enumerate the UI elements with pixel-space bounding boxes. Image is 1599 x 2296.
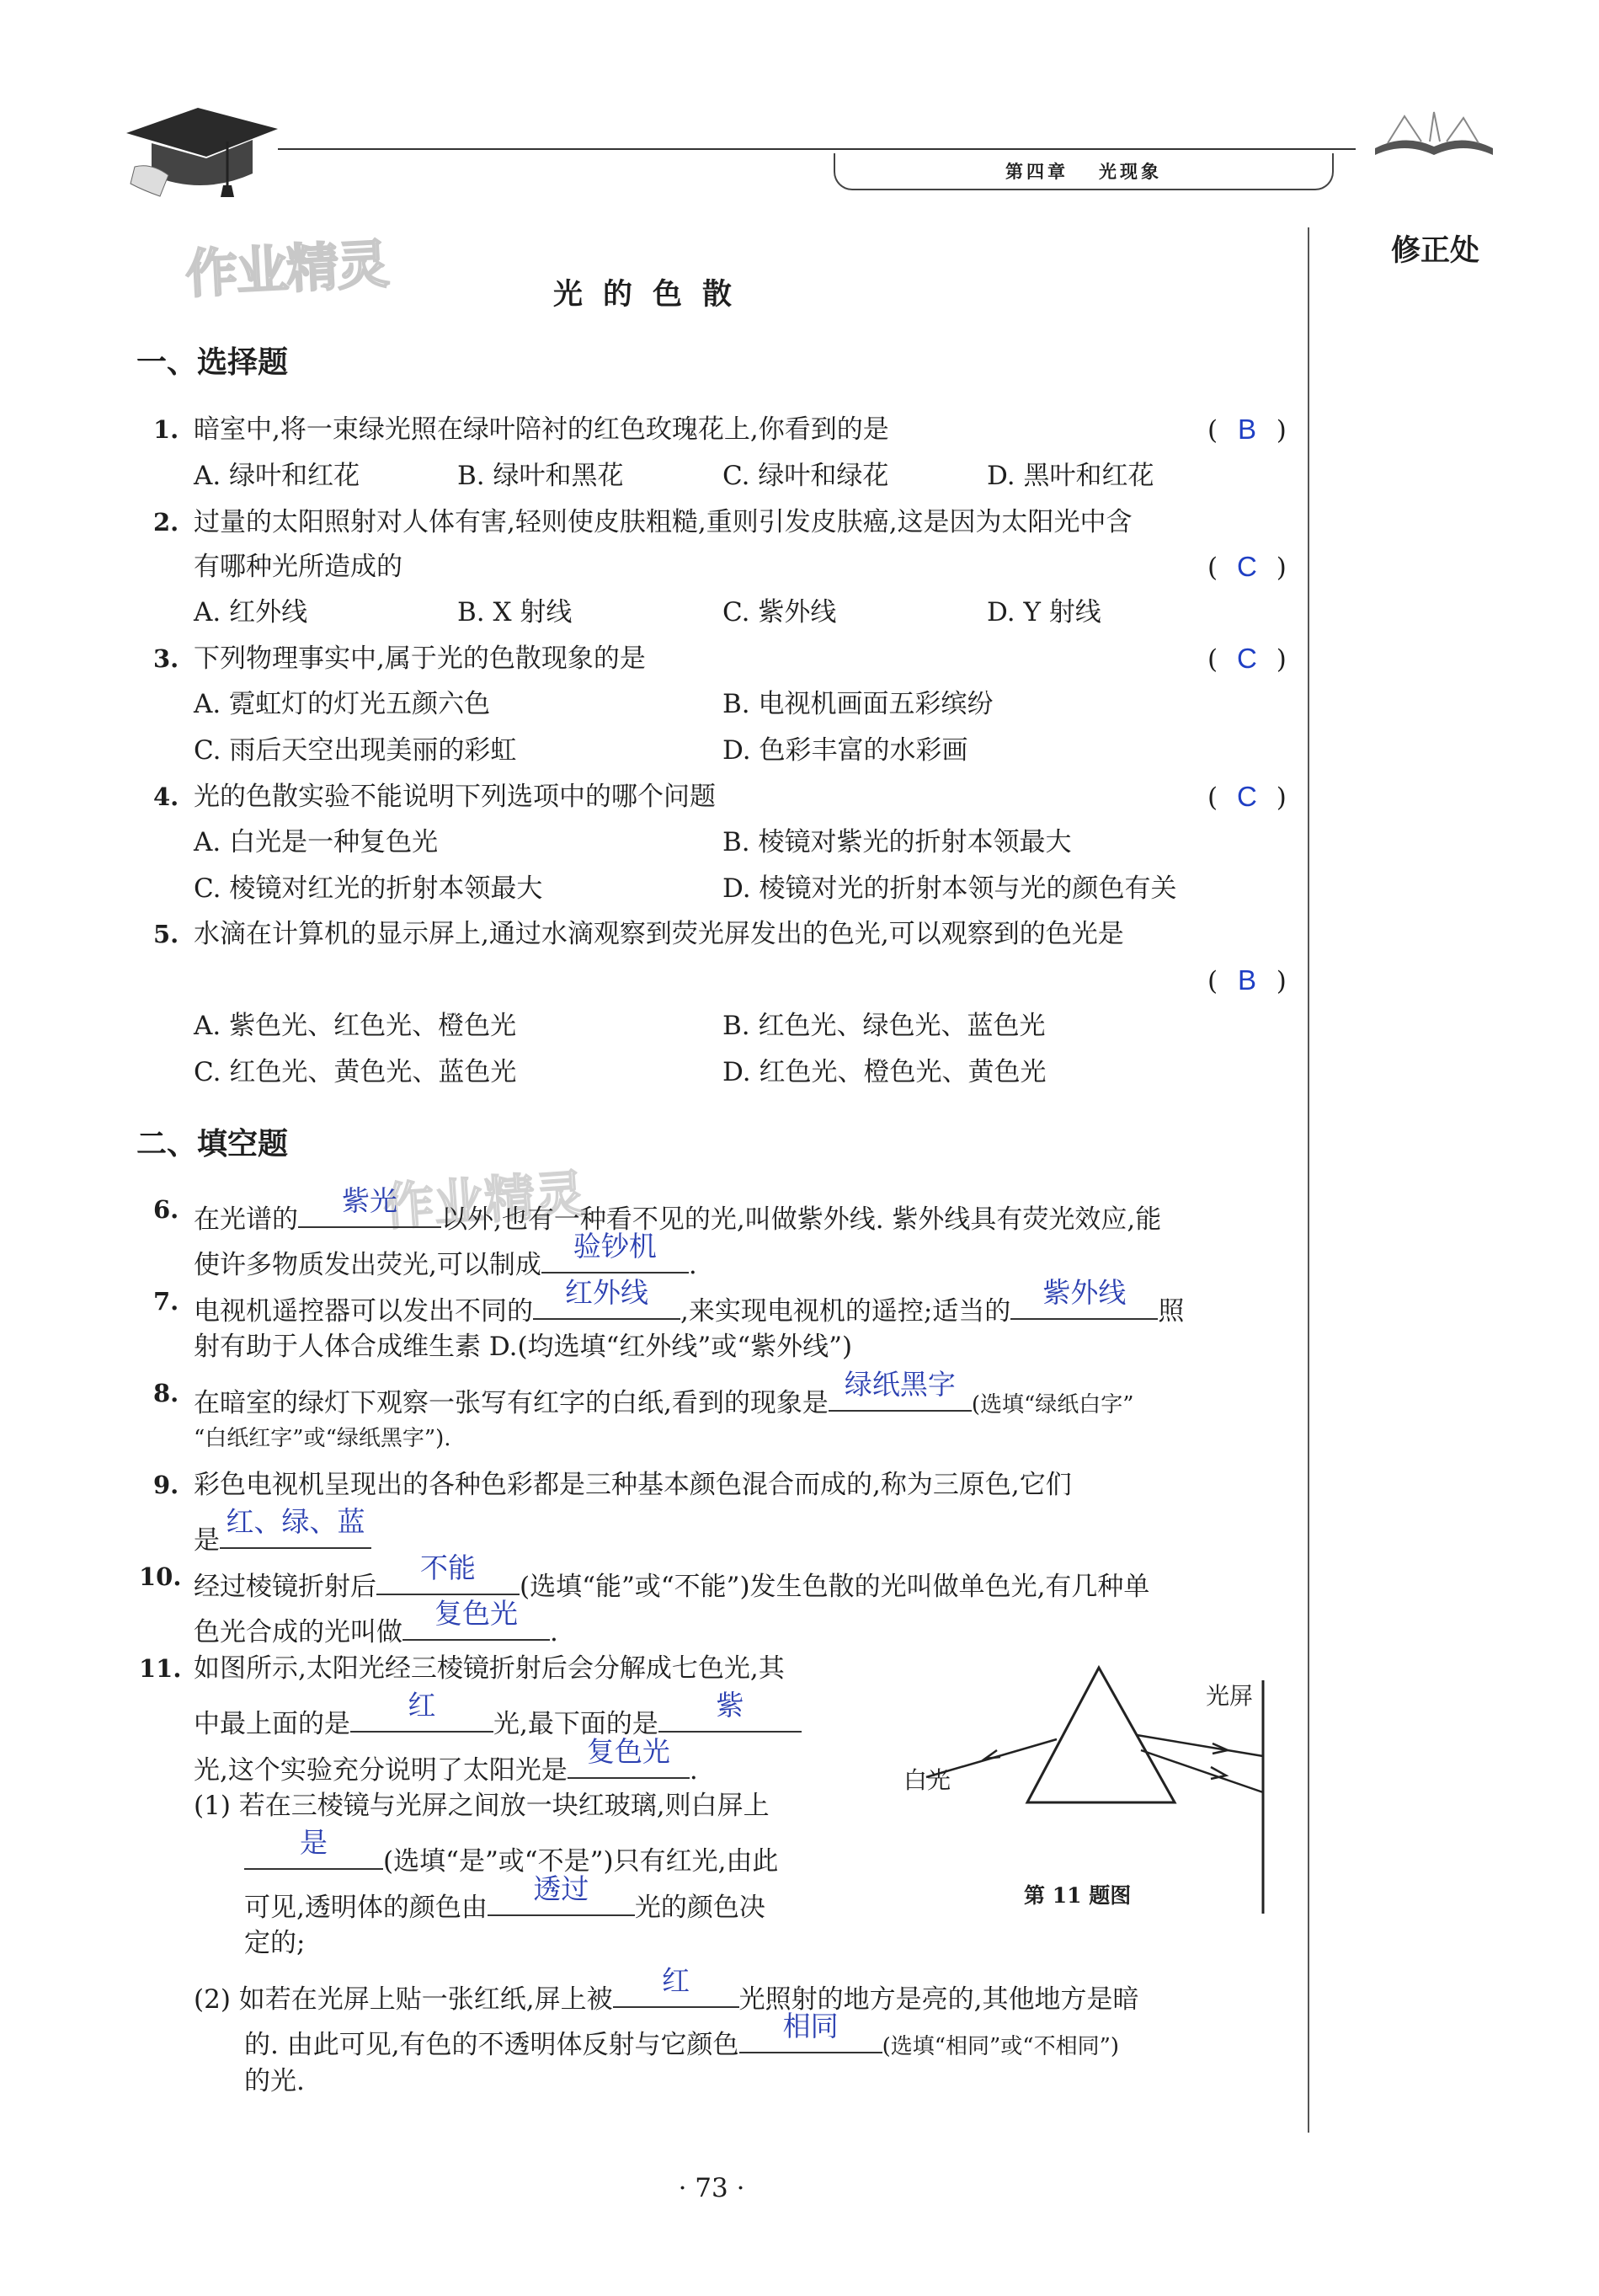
- answer-bracket: ( C ): [1207, 551, 1287, 583]
- page-number: · 73 ·: [678, 2173, 745, 2203]
- question-number: 9.: [153, 1471, 179, 1499]
- option: D. Y 射线: [987, 597, 1101, 627]
- answer-bracket: ( B ): [1207, 964, 1287, 996]
- handwritten-answer: 透过: [533, 1872, 589, 1905]
- answer-blank: [402, 1597, 550, 1641]
- option: A. 霓虹灯的灯光五颜六色: [194, 689, 491, 719]
- margin-note: 修正处: [1391, 233, 1480, 268]
- option: C. 红色光、黄色光、蓝色光: [194, 1057, 517, 1087]
- question-number: 7.: [153, 1287, 179, 1316]
- fill-line: [194, 1551, 1150, 1604]
- answer-blank: [1010, 1276, 1158, 1320]
- answer-blank: [568, 1735, 690, 1779]
- option: B. X 射线: [457, 597, 573, 627]
- watermark: 作业精灵: [184, 232, 390, 306]
- option: D. 棱镜对光的折射本领与光的颜色有关: [722, 873, 1177, 904]
- fill-line: [194, 1368, 1134, 1422]
- page-title: 光的色散: [552, 277, 752, 312]
- fill-text: 射有助于人体合成维生素 D.(均选填“红外线”或“紫外线”): [194, 1332, 853, 1362]
- fill-text: .: [688, 1250, 697, 1280]
- question-number: 11.: [139, 1654, 182, 1683]
- handwritten-answer: 红、绿、蓝: [226, 1505, 365, 1538]
- fill-text: 是: [194, 1525, 220, 1556]
- fill-text: 光,最下面的是: [493, 1709, 658, 1739]
- fill-text: 在光谱的: [194, 1204, 298, 1235]
- option: D. 黑叶和红花: [987, 461, 1154, 491]
- fill-text: “白纸红字”或“绿纸黑字”).: [194, 1426, 451, 1451]
- option: B. 电视机画面五彩缤纷: [722, 689, 994, 719]
- chapter-number: 第四章: [1005, 161, 1069, 182]
- question-number: 8.: [153, 1379, 179, 1407]
- fill-line: [194, 1735, 698, 1787]
- figure-caption: 第 11 题图: [1024, 1883, 1132, 1908]
- question-stem: 水滴在计算机的显示屏上,通过水滴观察到荧光屏发出的色光,可以观察到的色光是: [194, 919, 1124, 949]
- graduation-cap-icon: [118, 91, 286, 200]
- answer-blank: [613, 1964, 739, 2008]
- answer-blank: [541, 1230, 689, 1273]
- fill-line: [194, 1276, 1185, 1328]
- option: D. 色彩丰富的水彩画: [722, 735, 968, 766]
- answer-blank: [488, 1872, 635, 1916]
- option: B. 红色光、绿色光、蓝色光: [722, 1011, 1046, 1041]
- fill-text: 彩色电视机呈现出的各种色彩都是三种基本颜色混合而成的,称为三原色,它们: [194, 1470, 1072, 1500]
- answer-blank: [244, 1826, 383, 1870]
- open-book-icon: [1371, 108, 1497, 158]
- question-number: 3.: [153, 644, 179, 673]
- answer-blank: [739, 2010, 882, 2053]
- question-number: 2.: [153, 508, 179, 537]
- fill-line: [244, 2010, 1120, 2064]
- fill-text: 定的;: [244, 1928, 306, 1958]
- fill-text: 在暗室的绿灯下观察一张写有红字的白纸,看到的现象是: [194, 1388, 829, 1418]
- answer-blank: [533, 1276, 680, 1320]
- fill-line: [194, 1689, 802, 1741]
- handwritten-answer: 紫光: [342, 1184, 397, 1217]
- white-light-label: 白光: [903, 1766, 951, 1794]
- fill-text: 光的颜色决: [634, 1893, 765, 1923]
- handwritten-answer: 相同: [782, 2010, 839, 2042]
- header-rule: [278, 148, 1356, 150]
- fill-text: 照: [1158, 1296, 1185, 1327]
- answer-bracket: ( C ): [1207, 643, 1287, 675]
- question-number: 5.: [153, 920, 179, 948]
- fill-text: 的光.: [244, 2066, 305, 2096]
- option: A. 红外线: [194, 597, 308, 627]
- fill-text: 可见,透明体的颜色由: [244, 1893, 488, 1923]
- fill-text: 使许多物质发出荧光,可以制成: [194, 1250, 541, 1280]
- fill-line: [194, 1505, 371, 1557]
- fill-text: ,来实现电视机的遥控;适当的: [680, 1296, 1011, 1327]
- fill-text: 电视机遥控器可以发出不同的: [194, 1296, 533, 1327]
- section-fill-heading: 二、填空题: [136, 1127, 289, 1161]
- handwritten-answer: 不能: [420, 1551, 476, 1584]
- chapter-tab: [834, 153, 1334, 190]
- question-number: 4.: [153, 782, 179, 811]
- option: A. 绿叶和红花: [194, 461, 360, 491]
- answer-blank: [658, 1689, 802, 1733]
- question-stem: 下列物理事实中,属于光的色散现象的是: [194, 643, 646, 674]
- answer-blank: [298, 1184, 441, 1228]
- question-number: 10.: [139, 1562, 182, 1591]
- question-stem: 暗室中,将一束绿光照在绿叶陪衬的红色玫瑰花上,你看到的是: [194, 414, 889, 445]
- answer-blank: [376, 1551, 520, 1595]
- fill-line: [194, 1597, 558, 1649]
- answer-bracket: ( B ): [1207, 414, 1287, 446]
- answer-letter: B: [1237, 964, 1256, 996]
- handwritten-answer: 是: [300, 1826, 328, 1859]
- screen-label: 光屏: [1206, 1682, 1254, 1710]
- fill-text: (选填“相同”或“不相同”): [882, 2034, 1120, 2059]
- handwritten-answer: 验钞机: [573, 1230, 657, 1263]
- question-stem: 光的色散实验不能说明下列选项中的哪个问题: [194, 782, 716, 812]
- handwritten-answer: 红: [662, 1964, 690, 1997]
- answer-blank: [350, 1689, 493, 1733]
- option: B. 棱镜对紫光的折射本领最大: [722, 827, 1072, 857]
- answer-letter: C: [1237, 781, 1257, 812]
- option: D. 红色光、橙色光、黄色光: [722, 1057, 1047, 1087]
- option: C. 雨后天空出现美丽的彩虹: [194, 735, 517, 766]
- fill-text: .: [689, 1755, 698, 1786]
- fill-text: 如图所示,太阳光经三棱镜折射后会分解成七色光,其: [194, 1653, 785, 1684]
- answer-letter: C: [1237, 551, 1257, 582]
- fill-text: (2) 如若在光屏上贴一张红纸,屏上被: [194, 1984, 613, 2015]
- question-stem-cont: 有哪种光所造成的: [194, 552, 402, 582]
- fill-text: 光,这个实验充分说明了太阳光是: [194, 1755, 568, 1786]
- fill-text: .: [550, 1617, 558, 1647]
- answer-letter: B: [1237, 414, 1256, 445]
- handwritten-answer: 复色光: [586, 1735, 670, 1768]
- fill-text: (1) 若在三棱镜与光屏之间放一块红玻璃,则白屏上: [194, 1791, 770, 1821]
- fill-text: 光照射的地方是亮的,其他地方是暗: [738, 1984, 1139, 2015]
- question-number: 1.: [153, 415, 179, 444]
- fill-text: (选填“绿纸白字”: [971, 1392, 1134, 1418]
- fill-text: 经过棱镜折射后: [194, 1572, 376, 1602]
- option: C. 紫外线: [722, 597, 837, 627]
- fill-line: [244, 1872, 765, 1925]
- fill-text: 中最上面的是: [194, 1709, 350, 1739]
- fill-line: [194, 1964, 1139, 2016]
- handwritten-answer: 绿纸黑字: [844, 1368, 956, 1401]
- question-number: 6.: [153, 1195, 179, 1224]
- option: B. 绿叶和黑花: [457, 461, 624, 491]
- handwritten-answer: 紫: [716, 1689, 744, 1722]
- question-stem: 过量的太阳照射对人体有害,轻则使皮肤粗糙,重则引发皮肤癌,这是因为太阳光中含: [194, 507, 1133, 537]
- answer-letter: C: [1237, 643, 1257, 674]
- fill-text: (选填“能”或“不能”)发生色散的光叫做单色光,有几种单: [520, 1572, 1150, 1602]
- fill-text: 色光合成的光叫做: [194, 1617, 402, 1647]
- fill-text: 以外,也有一种看不见的光,叫做紫外线. 紫外线具有荧光效应,能: [441, 1204, 1162, 1235]
- option: C. 棱镜对红光的折射本领最大: [194, 873, 543, 904]
- handwritten-answer: 复色光: [434, 1597, 518, 1630]
- handwritten-answer: 红: [408, 1689, 436, 1722]
- chapter-title: 光现象: [1099, 161, 1162, 182]
- answer-bracket: ( C ): [1207, 781, 1287, 813]
- answer-blank: [829, 1368, 972, 1412]
- option: C. 绿叶和绿花: [722, 461, 889, 491]
- option: A. 白光是一种复色光: [194, 827, 439, 857]
- fill-text: (选填“是”或“不是”)只有红光,由此: [383, 1846, 779, 1877]
- answer-blank: [220, 1505, 371, 1549]
- option: A. 紫色光、红色光、橙色光: [194, 1011, 517, 1041]
- fill-text: 的. 由此可见,有色的不透明体反射与它颜色: [244, 2030, 739, 2060]
- handwritten-answer: 紫外线: [1042, 1276, 1127, 1309]
- margin-divider: [1308, 227, 1309, 2133]
- handwritten-answer: 红外线: [565, 1276, 648, 1309]
- section-choice-heading: 一、选择题: [136, 345, 289, 380]
- watermark-faint: 作业精灵: [381, 1164, 588, 1238]
